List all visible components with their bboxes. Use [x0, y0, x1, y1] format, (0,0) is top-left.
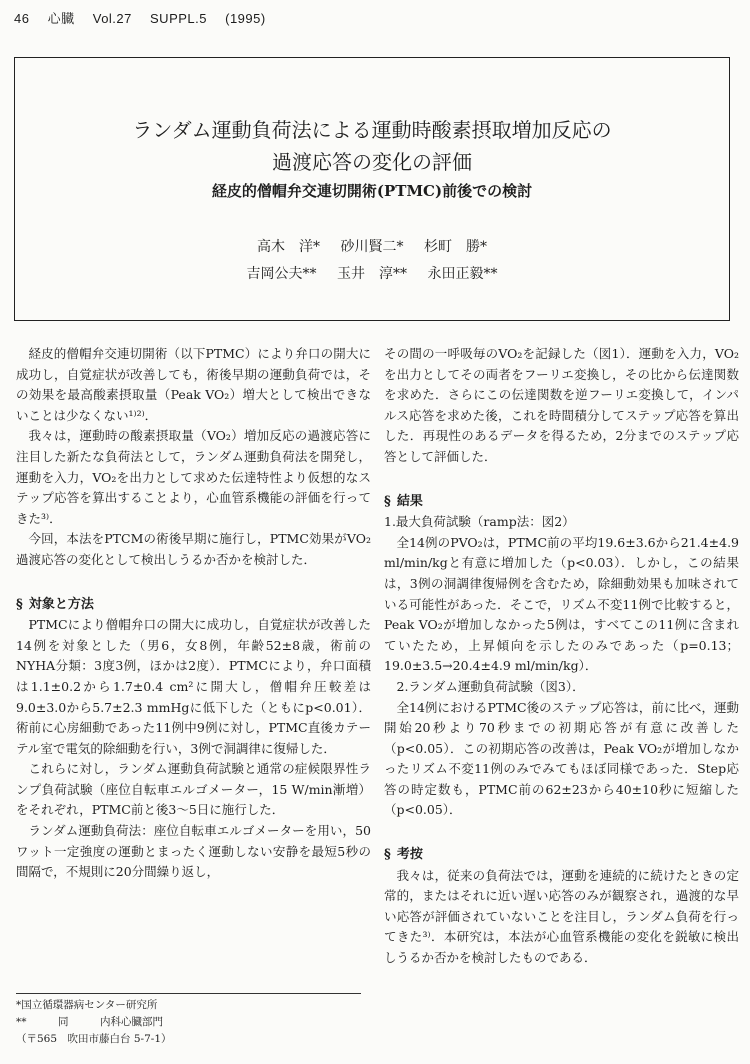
- paragraph: 今回，本法をPTCMの術後早期に施行し，PTMC効果がVO₂過渡応答の変化として検出しうるか否かを検討した．: [16, 531, 371, 567]
- authors-row-1: [15, 236, 729, 256]
- author: 杉町 勝*: [423, 239, 487, 255]
- paragraph: これらに対し，ランダム運動負荷試験と通常の症候限界性ランプ負荷試験（座位自転車エルゴメーター，15 W/min漸増）をそれぞれ，PTMC前と後3～5日に施行した．: [16, 761, 371, 818]
- author: 吉岡公夫**: [246, 266, 317, 282]
- subheading: 1.最大負荷試験（ramp法：図2）: [384, 514, 575, 530]
- footnotes: [16, 997, 371, 1048]
- section-mark: §: [384, 847, 391, 863]
- right-column: [384, 344, 739, 969]
- paragraph: PTMCにより僧帽弁口の開大に成功し，自覚症状が改善した14例を対象とした（男6，女8例，年齢52±8歳，術前のNYHA分類：3度3例，ほかは2度）．PTMCにより，弁口面積は1.1±0.2から1.7±0.4 cm²に開大し，僧帽弁圧較差は9.0±3.0から5.7±2.3 mmHgに低下した（ともにp<0.01）．術前に心房細動であった11例中9例に対し，PTMC直後カテーテル室で電気的除細動を行い，3例で洞調律に復帰した．: [16, 617, 371, 756]
- journal-suppl: SUPPL.5: [150, 11, 207, 26]
- subtitle: 経皮的僧帽弁交連切開術(PTMC)前後での検討: [211, 182, 533, 200]
- footnote: *国立循環器病センター研究所: [16, 999, 158, 1011]
- section-heading-discussion: § 考按: [384, 847, 423, 863]
- title-line-2: 過渡応答の変化の評価: [272, 150, 472, 174]
- paragraph: 我々は，運動時の酸素摂取量（VO₂）増加反応の過渡応答に注目した新たな負荷法として，ランダム運動負荷法を開発し，運動を入力，VO₂を出力として求めた伝達特性より仮想的なステップ応答を算出することより，心血管系機能の評価を行ってきた³⁾．: [16, 428, 371, 526]
- footnote: ** 同 内科心臓部門: [16, 1016, 163, 1028]
- page-number: 46: [14, 11, 30, 26]
- journal-year: (1995): [225, 11, 266, 26]
- paragraph: 経皮的僧帽弁交連切開術（以下PTMC）により弁口の開大に成功し，自覚症状が改善しても，術後早期の運動負荷では，その効果を最高酸素摂取量（Peak VO₂）増大として検出できないことは少なくない¹⁾²⁾．: [16, 346, 371, 423]
- author: 高木 洋*: [257, 239, 321, 255]
- journal-volume: Vol.27: [92, 11, 132, 26]
- paragraph: 全14例におけるPTMC後のステップ応答は，前に比べ，運動開始20秒より70秒までの初期応答が有意に改善した（p<0.05）．この初期応答の改善は，Peak VO₂が増加しなかったリズム不変11例のみでみてもほぼ同様であった．Step応答の時定数も，PTMC前の62±23から40±10秒に短縮した（p<0.05）．: [384, 699, 739, 818]
- paragraph: 全14例のPVO₂は，PTMC前の平均19.6±3.6から21.4±4.9 ml/min/kgと有意に増加した（p<0.03）．しかし，この結果は，3例の洞調律復帰例を含むため，除細動効果も加味されている可能性があった．そこで，リズム不変11例で比較すると，Peak VO₂が増加しなかった5例は，すべてこの11例に含まれていたため，上昇傾向を示したのみであった（p=0.13；19.0±3.5→20.4±4.9 ml/min/kg）．: [384, 534, 739, 674]
- section-heading-methods: § 対象と方法: [16, 596, 94, 612]
- section-mark: §: [384, 493, 391, 509]
- left-column: [16, 344, 371, 883]
- author: 永田正毅**: [427, 266, 498, 282]
- author: 砂川賢二*: [340, 239, 404, 255]
- section-mark: §: [16, 596, 23, 612]
- title-line-1: ランダム運動負荷法による運動時酸素摂取増加反応の: [132, 118, 612, 142]
- author: 玉井 淳**: [337, 266, 407, 282]
- paragraph: その間の一呼吸毎のVO₂を記録した（図1）．運動を入力，VO₂を出力としてその両者をフーリエ変換し，その比から伝達関数を求めた．さらにこの伝達関数を逆フーリエ変換して，インパルス応答を求めた後，これを時間積分してステップ応答を算出した．再現性のあるデータを得るため，2分までのステップ応答として評価した．: [384, 346, 739, 464]
- journal-name: 心臓: [47, 11, 75, 26]
- authors-row-2: [15, 263, 729, 283]
- subheading: 2.ランダム運動負荷試験（図3）．: [396, 678, 585, 694]
- paragraph: ランダム運動負荷法：座位自転車エルゴメーターを用い，50ワット一定強度の運動とまったく運動しない安静を最短5秒の間隔で，不規則に20分間繰り返し，: [16, 823, 371, 880]
- paragraph: 我々は，従来の負荷法では，運動を連続的に続けたときの定常的，またはそれに近い遅い応答のみが観察され，過渡的な早い応答が評価されていないことを注目し，ランダム負荷を行ってきた³⁾．本研究は，本法が心血管系機能の変化を鋭敏に検出しうるか否かを検討したものである．: [384, 867, 739, 966]
- title-box: [14, 57, 730, 321]
- footnote-divider: [16, 993, 361, 994]
- footnote: （〒565 吹田市藤白台 5-7-1）: [16, 1033, 172, 1045]
- section-heading-results: § 結果: [384, 493, 423, 509]
- running-header: [14, 8, 280, 27]
